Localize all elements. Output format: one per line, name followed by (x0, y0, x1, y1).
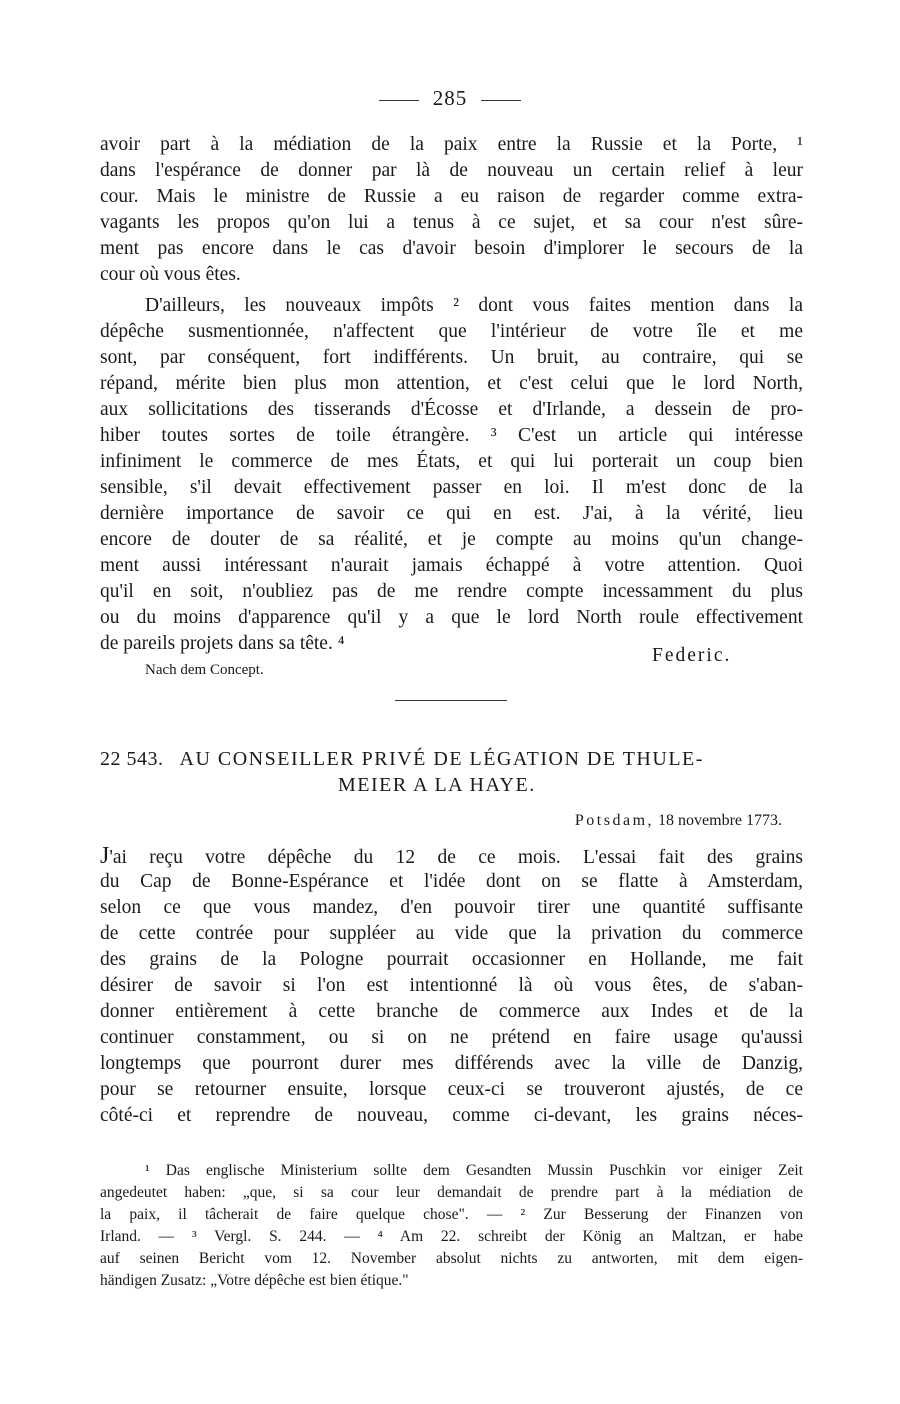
text-line: pour se retourner ensuite, lorsque ceux-ci se trouveront ajustés, de ce (100, 1079, 803, 1100)
text-line: ment pas encore dans le cas d'avoir besoin d'implorer le secours de la (100, 238, 803, 259)
text-line: ou du moins d'apparence qu'il y a que le lord North roule effectivement (100, 607, 803, 628)
footnote-line: la paix, il tâcherait de faire quelque chose". — ² Zur Besserung der Finanzen von (100, 1206, 803, 1223)
text-line: cour où vous êtes. (100, 264, 241, 285)
text-line: D'ailleurs, les nouveaux impôts ² dont vous faites mention dans la (145, 295, 803, 316)
dateline-date: 18 novembre 1773. (658, 812, 782, 829)
text-line: infiniment le commerce de mes États, et qui lui porterait un coup bien (100, 451, 803, 472)
text-line: désirer de savoir si l'on est intentionné là où vous êtes, de s'aban- (100, 975, 803, 996)
page-number: 285 (0, 86, 900, 111)
text-line-content: 'ai reçu votre dépêche du 12 de ce mois. L'essai fait des grains (109, 847, 803, 868)
text-line: avoir part à la médiation de la paix entre la Russie et la Porte, ¹ (100, 134, 803, 155)
text-line: de cette contrée pour suppléer au vide que la privation du commerce (100, 923, 803, 944)
text-line: sensible, s'il devait effectivement passer en loi. Il m'est donc de la (100, 477, 803, 498)
text-line: répand, mérite bien plus mon attention, et c'est celui que le lord North, (100, 373, 803, 394)
text-line: aux sollicitations des tisserands d'Écosse et d'Irlande, a dessein de pro- (100, 399, 803, 420)
text-line: hiber toutes sortes de toile étrangère. ³ C'est un article qui intéresse (100, 425, 803, 446)
footnote-line: auf seinen Bericht vom 12. November absolut nichts zu antworten, mit dem eigen- (100, 1250, 803, 1267)
dateline (575, 812, 782, 830)
signature: Federic. (652, 645, 732, 666)
text-line: dépêche susmentionnée, n'affectent que l'intérieur de votre île et me (100, 321, 803, 342)
footnote-line: Irland. — ³ Vergl. S. 244. — ⁴ Am 22. schreibt der König an Maltzan, er habe (100, 1228, 803, 1245)
text-line: côté-ci et reprendre de nouveau, comme ci-devant, les grains néces- (100, 1105, 803, 1126)
text-line: qu'il en soit, n'oubliez pas de me rendre compte incessamment du plus (100, 581, 803, 602)
letter-heading-line1: AU CONSEILLER PRIVÉ DE LÉGATION DE THULE- (179, 748, 704, 770)
text-line: continuer constamment, ou si on ne prétend en faire usage qu'aussi (100, 1027, 803, 1048)
text-line: ment aussi intéressant n'aurait jamais échappé à votre attention. Quoi (100, 555, 803, 576)
text-line: donner entièrement à cette branche de commerce aux Indes et de la (100, 1001, 803, 1022)
footnote-line: händigen Zusatz: „Votre dépêche est bien étique." (100, 1272, 409, 1289)
text-line: encore de douter de sa réalité, et je compte au moins qu'un change- (100, 529, 803, 550)
drop-letter: J (100, 843, 110, 869)
text-line: du Cap de Bonne-Espérance et l'idée dont on se flatte à Amsterdam, (100, 871, 803, 892)
text-line: de pareils projets dans sa tête. ⁴ (100, 633, 345, 654)
letter-number: 22 543. (100, 748, 164, 770)
dateline-place: Potsdam, (574, 812, 655, 829)
text-line (100, 843, 803, 869)
letter-heading (100, 748, 704, 771)
text-line: sont, par conséquent, fort indifférents. Un bruit, au contraire, qui se (100, 347, 803, 368)
text-line: des grains de la Pologne pourrait occasionner en Hollande, me fait (100, 949, 803, 970)
footnote-line: angedeutet haben: „que, si sa cour leur demandait de prendre part à la médiation de (100, 1184, 803, 1201)
text-line: vagants les propos qu'on lui a tenus à ce sujet, et sa cour n'est sûre- (100, 212, 803, 233)
text-line: cour. Mais le ministre de Russie a eu raison de regarder comme extra- (100, 186, 803, 207)
text-line: dernière importance de savoir ce qui en est. J'ai, à la vérité, lieu (100, 503, 803, 524)
text-line: longtemps que pourront durer mes différends avec la ville de Danzig, (100, 1053, 803, 1074)
letter-heading-line2: MEIER A LA HAYE. (338, 774, 536, 796)
section-divider (395, 700, 507, 701)
footnote-line: ¹ Das englische Ministerium sollte dem Gesandten Mussin Puschkin vor einiger Zeit (145, 1162, 803, 1179)
source-note: Nach dem Concept. (145, 662, 264, 678)
text-line: selon ce que vous mandez, d'en pouvoir tirer une quantité suffisante (100, 897, 803, 918)
text-line: dans l'espérance de donner par là de nouveau un certain relief à leur (100, 160, 803, 181)
